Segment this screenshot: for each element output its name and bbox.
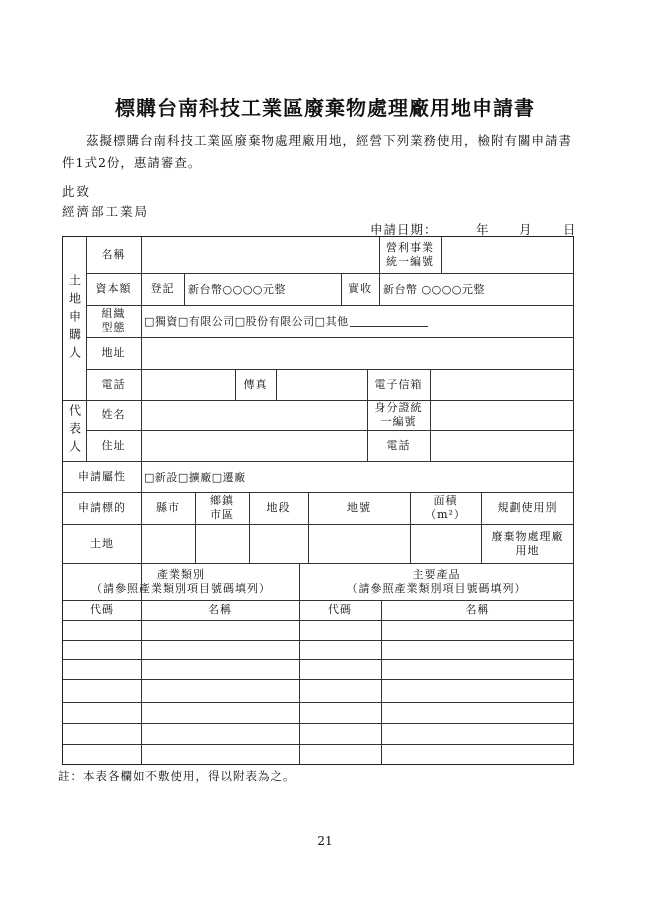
name-field[interactable] (141, 237, 379, 273)
products-subtitle: （請參照產業類別項目號碼填列） (346, 581, 527, 595)
business-registration-label: 營利事業統一編號 (386, 241, 434, 268)
address-field[interactable] (141, 337, 574, 369)
registered-capital-value: 新台幣○○○○元整 (188, 283, 286, 296)
org-type-value: □獨資□有限公司□股份有限公司□其他 (144, 315, 349, 328)
footnote: 註：本表各欄如不敷使用，得以附表為之。 (58, 769, 296, 783)
representative-group-label: 代表人 (67, 403, 82, 458)
phone-label: 電話 (101, 377, 126, 391)
page-number: 21 (317, 834, 333, 848)
lot-field[interactable] (308, 524, 410, 563)
township-header: 鄉鎮市區 (210, 494, 234, 521)
rep-name-label: 姓名 (101, 408, 126, 421)
products-title: 主要產品 (412, 567, 461, 581)
rep-id-field[interactable] (430, 400, 574, 430)
page-title: 標購台南科技工業區廢棄物處理廠用地申請書 (115, 96, 535, 120)
paid-capital-value: 新台幣 ○○○○元整 (383, 283, 485, 296)
date-label: 申請日期： (370, 222, 438, 237)
email-field[interactable] (430, 369, 574, 400)
county-header: 縣市 (156, 501, 180, 514)
lot-header: 地號 (347, 501, 371, 514)
org-type-options[interactable] (144, 305, 428, 337)
county-field[interactable] (141, 524, 195, 563)
date-month: 月 (519, 222, 532, 237)
section-field[interactable] (249, 524, 308, 563)
business-registration-field[interactable] (441, 237, 574, 273)
salutation: 此致 (62, 184, 92, 199)
date-day: 日 (563, 222, 576, 237)
application-type-label: 申請屬性 (78, 469, 126, 483)
intro-paragraph: 茲擬標購台南科技工業區廢棄物處理廠用地，經營下列業務使用，檢附有關申請書件1式2份，惠請審查。 (62, 133, 573, 170)
fax-field[interactable] (276, 369, 367, 400)
rep-phone-label: 電話 (386, 438, 411, 452)
planned-use-header: 規劃使用別 (497, 501, 558, 514)
industry-name-header: 名稱 (208, 603, 232, 616)
area-field[interactable] (410, 524, 481, 563)
rep-name-field[interactable] (141, 400, 367, 430)
application-type-options[interactable]: □新設□擴廠□遷廠 (144, 470, 246, 484)
rep-id-label: 身分證統一編號 (374, 401, 423, 428)
application-form (62, 236, 574, 765)
industry-header (63, 563, 299, 600)
industry-code-header: 代碼 (90, 603, 114, 616)
rep-address-label: 住址 (101, 438, 126, 452)
rep-phone-field[interactable] (430, 430, 574, 461)
industry-subtitle: （請參照產業類別項目號碼填列） (91, 581, 271, 595)
date-year: 年 (476, 222, 489, 237)
capital-label: 資本額 (95, 282, 132, 295)
target-label: 申請標的 (78, 501, 126, 514)
product-name-header: 名稱 (465, 603, 490, 616)
addressee: 經濟部工業局 (62, 204, 150, 219)
org-type-other-blank[interactable] (350, 316, 428, 327)
paid-capital-label: 實收 (348, 282, 372, 295)
section-header: 地段 (266, 501, 291, 514)
product-code-header: 代碼 (328, 603, 352, 616)
rep-address-field[interactable] (141, 430, 367, 461)
applicant-group-label: 土地申購人 (67, 273, 82, 364)
industry-title: 產業類別 (157, 567, 205, 581)
planned-use-value: 廢棄物處理廠用地 (491, 529, 564, 557)
land-label: 土地 (90, 536, 114, 550)
phone-field[interactable] (141, 369, 235, 400)
products-header (299, 563, 574, 600)
registered-capital-label: 登記 (150, 282, 175, 295)
address-label: 地址 (101, 346, 126, 359)
area-header: 面積（m²） (425, 494, 466, 521)
township-field[interactable] (195, 524, 249, 563)
name-label: 名稱 (101, 248, 126, 261)
fax-label: 傳真 (243, 377, 268, 391)
org-type-label: 組織型態 (101, 307, 126, 334)
email-label: 電子信箱 (374, 377, 423, 391)
